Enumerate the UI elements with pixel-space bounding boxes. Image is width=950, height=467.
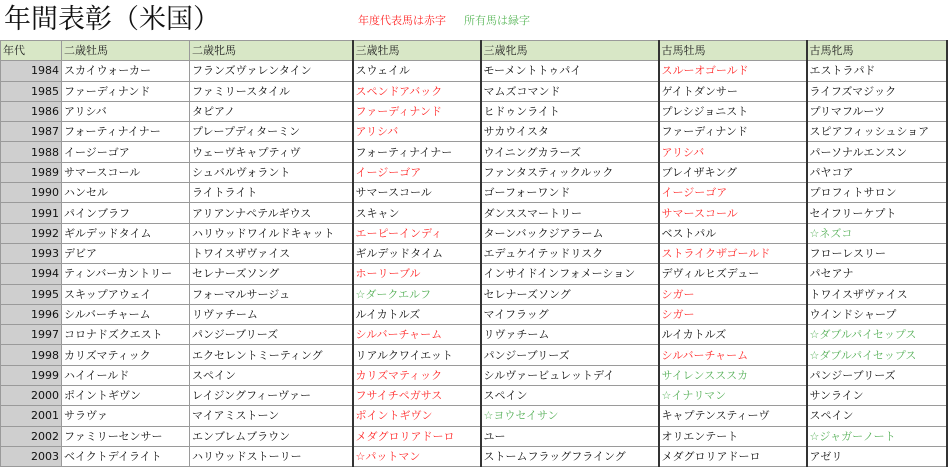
cell-2yo-colt[interactable]: ギルデッドタイム: [62, 223, 190, 243]
cell-3yo-filly[interactable]: ターンバックジアラーム: [481, 223, 659, 243]
header-3yo-filly[interactable]: 三歳牝馬: [481, 41, 659, 61]
year-cell[interactable]: 1990: [1, 183, 62, 203]
year-cell[interactable]: 1989: [1, 162, 62, 182]
table-row: [1, 243, 947, 263]
cell-2yo-filly[interactable]: ファミリースタイル: [190, 81, 353, 101]
cell-3yo-colt[interactable]: ☆ダークエルフ: [353, 284, 481, 304]
cell-2yo-filly[interactable]: エクセレントミーティング: [190, 345, 353, 365]
year-cell[interactable]: 2001: [1, 406, 62, 426]
cell-older-male[interactable]: シガー: [659, 304, 807, 324]
year-cell[interactable]: 1996: [1, 304, 62, 324]
cell-older-male[interactable]: デヴィルヒズデュー: [659, 264, 807, 284]
year-cell[interactable]: 1999: [1, 365, 62, 385]
cell-2yo-filly[interactable]: アリアンナペテルギウス: [190, 203, 353, 223]
cell-older-female[interactable]: アゼリ: [807, 446, 947, 466]
cell-3yo-filly[interactable]: マイフラッグ: [481, 304, 659, 324]
header-year[interactable]: 年代: [1, 41, 62, 61]
table-row: [1, 122, 947, 142]
cell-older-male[interactable]: メダグロリアドーロ: [659, 446, 807, 466]
cell-older-female[interactable]: プリマフルーツ: [807, 101, 947, 121]
cell-older-male[interactable]: ベストパル: [659, 223, 807, 243]
cell-2yo-filly[interactable]: タピアノ: [190, 101, 353, 121]
cell-2yo-filly[interactable]: シュバルヴォラント: [190, 162, 353, 182]
cell-older-male[interactable]: イージーゴア: [659, 183, 807, 203]
cell-older-female[interactable]: ☆ダブルパイセップス: [807, 345, 947, 365]
cell-2yo-filly[interactable]: ハリウッドストーリー: [190, 446, 353, 466]
cell-3yo-filly[interactable]: ゴーフォーワンド: [481, 183, 659, 203]
table-row: [1, 345, 947, 365]
cell-older-female[interactable]: セイフリーケプト: [807, 203, 947, 223]
cell-3yo-colt[interactable]: メダグロリアドーロ: [353, 426, 481, 446]
cell-2yo-colt[interactable]: サラヴァ: [62, 406, 190, 426]
year-cell[interactable]: 1992: [1, 223, 62, 243]
cell-2yo-filly[interactable]: ハリウッドワイルドキャット: [190, 223, 353, 243]
table-row: [1, 325, 947, 345]
cell-2yo-colt[interactable]: パインブラフ: [62, 203, 190, 223]
cell-2yo-colt[interactable]: ハンセル: [62, 183, 190, 203]
header-row: [1, 41, 947, 61]
cell-older-male[interactable]: シルバーチャーム: [659, 345, 807, 365]
cell-3yo-filly[interactable]: ダンススマートリー: [481, 203, 659, 223]
cell-2yo-filly[interactable]: リヴァチーム: [190, 304, 353, 324]
cell-3yo-colt[interactable]: エーピーインディ: [353, 223, 481, 243]
cell-2yo-colt[interactable]: ベイクトデイライト: [62, 446, 190, 466]
cell-3yo-filly[interactable]: インサイドインフォメーション: [481, 264, 659, 284]
cell-2yo-filly[interactable]: レイジングフィーヴァー: [190, 386, 353, 406]
cell-3yo-filly[interactable]: サカウイスタ: [481, 122, 659, 142]
cell-2yo-filly[interactable]: スペイン: [190, 365, 353, 385]
year-cell[interactable]: 2000: [1, 386, 62, 406]
year-cell[interactable]: 1995: [1, 284, 62, 304]
page-title: 年間表彰（米国）: [4, 4, 220, 35]
cell-2yo-colt[interactable]: コロナドズクエスト: [62, 325, 190, 345]
cell-older-female[interactable]: フローレスリー: [807, 243, 947, 263]
cell-2yo-filly[interactable]: ウェーヴキャプティヴ: [190, 142, 353, 162]
legend-red-note: 年度代表馬は赤字: [358, 14, 446, 27]
cell-3yo-filly[interactable]: ユー: [481, 426, 659, 446]
cell-2yo-colt[interactable]: カリズマティック: [62, 345, 190, 365]
table-row: [1, 284, 947, 304]
cell-older-female[interactable]: エストラパド: [807, 61, 947, 81]
cell-older-female[interactable]: トワイスザヴァイス: [807, 284, 947, 304]
year-cell[interactable]: 1986: [1, 101, 62, 121]
cell-3yo-colt[interactable]: ☆パットマン: [353, 446, 481, 466]
cell-3yo-colt[interactable]: スペンドアバック: [353, 81, 481, 101]
cell-older-female[interactable]: ウインドシャープ: [807, 304, 947, 324]
cell-older-male[interactable]: シガー: [659, 284, 807, 304]
cell-3yo-colt[interactable]: イージーゴア: [353, 162, 481, 182]
year-cell[interactable]: 1994: [1, 264, 62, 284]
cell-3yo-filly[interactable]: リヴァチーム: [481, 325, 659, 345]
header-older-female[interactable]: 古馬牝馬: [807, 41, 947, 61]
cell-older-female[interactable]: パヤコア: [807, 162, 947, 182]
table-row: [1, 183, 947, 203]
cell-3yo-filly[interactable]: スペイン: [481, 386, 659, 406]
cell-2yo-filly[interactable]: エンブレムブラウン: [190, 426, 353, 446]
cell-older-female[interactable]: パンジーブリーズ: [807, 365, 947, 385]
cell-2yo-colt[interactable]: イージーゴア: [62, 142, 190, 162]
table-row: [1, 61, 947, 81]
cell-older-female[interactable]: ☆ジャガーノート: [807, 426, 947, 446]
cell-3yo-filly[interactable]: モーメントトゥパイ: [481, 61, 659, 81]
cell-2yo-colt[interactable]: サマースコール: [62, 162, 190, 182]
table-row: [1, 264, 947, 284]
cell-older-female[interactable]: ライフズマジック: [807, 81, 947, 101]
cell-older-male[interactable]: オリエンテート: [659, 426, 807, 446]
cell-older-male[interactable]: プレシジョニスト: [659, 101, 807, 121]
cell-2yo-filly[interactable]: フォーマルサージュ: [190, 284, 353, 304]
cell-3yo-filly[interactable]: ヒドゥンライト: [481, 101, 659, 121]
cell-older-female[interactable]: ☆ダブルパイセップス: [807, 325, 947, 345]
cell-older-male[interactable]: スルーオゴールド: [659, 61, 807, 81]
cell-older-male[interactable]: アリシバ: [659, 142, 807, 162]
year-cell[interactable]: 1997: [1, 325, 62, 345]
year-cell[interactable]: 2002: [1, 426, 62, 446]
table-row: [1, 365, 947, 385]
awards-table: [0, 40, 948, 467]
cell-3yo-colt[interactable]: スキャン: [353, 203, 481, 223]
cell-2yo-colt[interactable]: アリシバ: [62, 101, 190, 121]
cell-3yo-filly[interactable]: シルヴァービュレットデイ: [481, 365, 659, 385]
cell-2yo-colt[interactable]: スキップアウェイ: [62, 284, 190, 304]
cell-2yo-filly[interactable]: フランズヴァレンタイン: [190, 61, 353, 81]
year-cell[interactable]: 1987: [1, 122, 62, 142]
cell-older-male[interactable]: キャプテンスティーヴ: [659, 406, 807, 426]
table-row: [1, 81, 947, 101]
cell-2yo-colt[interactable]: ファーディナンド: [62, 81, 190, 101]
table-row: [1, 426, 947, 446]
cell-older-male[interactable]: ルイカトルズ: [659, 325, 807, 345]
header-2yo-filly[interactable]: 二歳牝馬: [190, 41, 353, 61]
cell-older-male[interactable]: サマースコール: [659, 203, 807, 223]
table-row: [1, 162, 947, 182]
cell-2yo-colt[interactable]: ハイイールド: [62, 365, 190, 385]
cell-2yo-colt[interactable]: スカイウォーカー: [62, 61, 190, 81]
cell-3yo-colt[interactable]: シルバーチャーム: [353, 325, 481, 345]
legend-green-note: 所有馬は緑字: [464, 14, 530, 27]
cell-2yo-filly[interactable]: ライトライト: [190, 183, 353, 203]
cell-2yo-colt[interactable]: ファミリーセンサー: [62, 426, 190, 446]
cell-older-male[interactable]: ☆イナリマン: [659, 386, 807, 406]
cell-3yo-filly[interactable]: ウイニングカラーズ: [481, 142, 659, 162]
cell-3yo-colt[interactable]: サマースコール: [353, 183, 481, 203]
cell-2yo-filly[interactable]: プレープディターミン: [190, 122, 353, 142]
table-row: [1, 223, 947, 243]
year-cell[interactable]: 1993: [1, 243, 62, 263]
table-row: [1, 304, 947, 324]
cell-3yo-colt[interactable]: フサイチペガサス: [353, 386, 481, 406]
cell-3yo-colt[interactable]: ポイントギヴン: [353, 406, 481, 426]
cell-2yo-colt[interactable]: ティンバーカントリー: [62, 264, 190, 284]
cell-2yo-filly[interactable]: マイアミストーン: [190, 406, 353, 426]
table-row: [1, 446, 947, 466]
cell-older-male[interactable]: サイレンスススカ: [659, 365, 807, 385]
cell-3yo-colt[interactable]: アリシバ: [353, 122, 481, 142]
cell-3yo-colt[interactable]: リアルクワイエット: [353, 345, 481, 365]
cell-2yo-colt[interactable]: ポイントギヴン: [62, 386, 190, 406]
cell-older-male[interactable]: ブレイザキング: [659, 162, 807, 182]
year-cell[interactable]: 1984: [1, 61, 62, 81]
cell-3yo-filly[interactable]: パンジーブリーズ: [481, 345, 659, 365]
cell-older-female[interactable]: パセアナ: [807, 264, 947, 284]
cell-3yo-filly[interactable]: マムズコマンド: [481, 81, 659, 101]
year-cell[interactable]: 1988: [1, 142, 62, 162]
cell-3yo-colt[interactable]: ギルデッドタイム: [353, 243, 481, 263]
cell-older-male[interactable]: ストライクザゴールド: [659, 243, 807, 263]
table-row: [1, 101, 947, 121]
cell-3yo-colt[interactable]: カリズマティック: [353, 365, 481, 385]
cell-older-male[interactable]: ファーディナンド: [659, 122, 807, 142]
table-row: [1, 386, 947, 406]
cell-2yo-colt[interactable]: デビア: [62, 243, 190, 263]
cell-older-female[interactable]: スペイン: [807, 406, 947, 426]
cell-2yo-colt[interactable]: シルバーチャーム: [62, 304, 190, 324]
year-cell[interactable]: 1991: [1, 203, 62, 223]
year-cell[interactable]: 1998: [1, 345, 62, 365]
cell-3yo-filly[interactable]: ストームフラッグフライング: [481, 446, 659, 466]
cell-older-female[interactable]: スピアフィッシュショア: [807, 122, 947, 142]
header-2yo-colt[interactable]: 二歳牡馬: [62, 41, 190, 61]
cell-3yo-filly[interactable]: ☆ヨウセイサン: [481, 406, 659, 426]
header-older-male[interactable]: 古馬牡馬: [659, 41, 807, 61]
cell-older-female[interactable]: プロフィトサロン: [807, 183, 947, 203]
header-3yo-colt[interactable]: 三歳牡馬: [353, 41, 481, 61]
cell-older-female[interactable]: ☆ネズコ: [807, 223, 947, 243]
cell-3yo-colt[interactable]: ファーディナンド: [353, 101, 481, 121]
year-cell[interactable]: 1985: [1, 81, 62, 101]
table-row: [1, 142, 947, 162]
cell-2yo-filly[interactable]: トワイスザヴァイス: [190, 243, 353, 263]
cell-3yo-colt[interactable]: ルイカトルズ: [353, 304, 481, 324]
cell-3yo-colt[interactable]: スウェイル: [353, 61, 481, 81]
cell-older-female[interactable]: パーソナルエンスン: [807, 142, 947, 162]
cell-older-female[interactable]: サンライン: [807, 386, 947, 406]
table-row: [1, 203, 947, 223]
cell-2yo-colt[interactable]: フォーティナイナー: [62, 122, 190, 142]
cell-2yo-filly[interactable]: セレナーズソング: [190, 264, 353, 284]
cell-3yo-filly[interactable]: セレナーズソング: [481, 284, 659, 304]
year-cell[interactable]: 2003: [1, 446, 62, 466]
cell-3yo-filly[interactable]: エデュケイテッドリスク: [481, 243, 659, 263]
cell-older-male[interactable]: ゲイトダンサー: [659, 81, 807, 101]
cell-3yo-filly[interactable]: ファンタスティックルック: [481, 162, 659, 182]
cell-3yo-colt[interactable]: ホーリーブル: [353, 264, 481, 284]
cell-3yo-colt[interactable]: フォーティナイナー: [353, 142, 481, 162]
table-row: [1, 406, 947, 426]
cell-2yo-filly[interactable]: パンジーブリーズ: [190, 325, 353, 345]
